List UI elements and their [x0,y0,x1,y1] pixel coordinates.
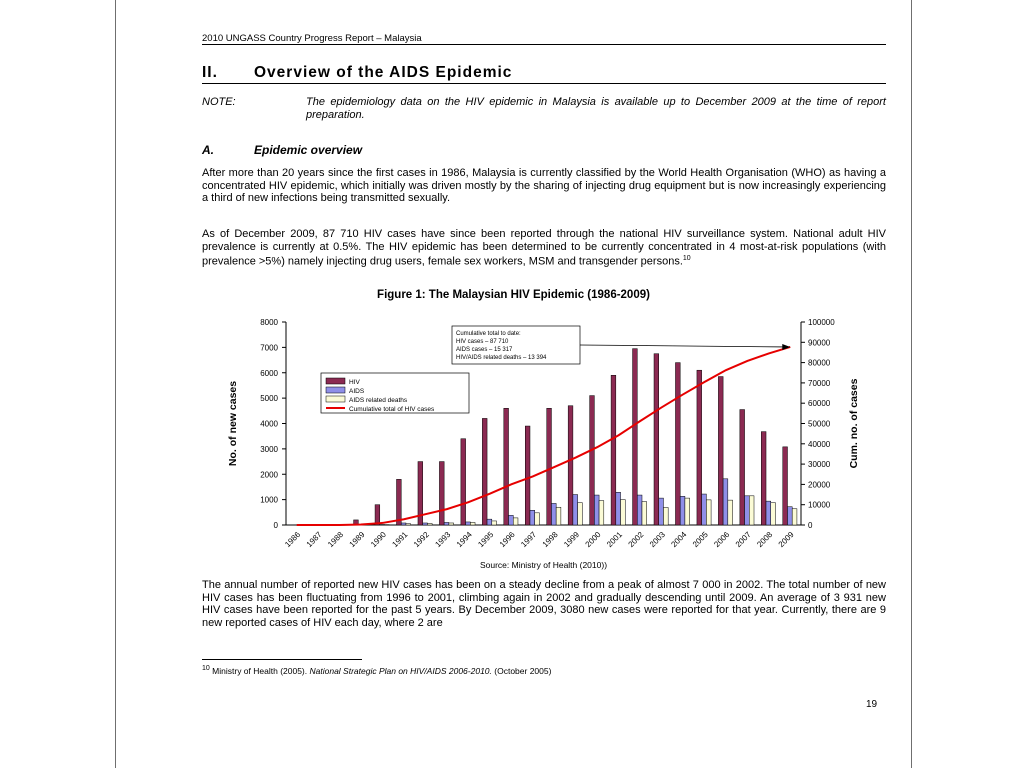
bar-hiv [439,462,444,525]
y-tick-label-left: 0 [273,521,278,530]
x-tick-label: 1987 [304,530,324,549]
document-page [115,0,912,768]
y-tick-label-left: 1000 [260,495,278,505]
y-tick-label-left: 4000 [260,419,278,429]
section-rule [202,83,886,84]
bar-aids [659,498,664,525]
bar-aids [637,495,642,525]
legend-swatch [326,378,345,384]
bar-aids [380,524,385,525]
x-tick-label: 1998 [540,530,560,549]
x-tick-label: 2000 [583,530,603,549]
legend-swatch [326,387,345,393]
bar-hiv [525,426,530,525]
bar-hiv [397,479,402,525]
y-tick-label-right: 0 [808,521,813,530]
annotation-arrow [580,345,784,347]
page-number: 19 [866,699,878,710]
hiv-epidemic-chart [216,310,860,572]
figure-title: Figure 1: The Malaysian HIV Epidemic (1986-2009) [377,289,650,301]
x-tick-label: 2001 [605,530,625,549]
x-tick-label: 2004 [669,530,689,549]
paragraph-3: The annual number of reported new HIV cases has been on a steady decline from a peak of almost 7 000 in 2002. The total number of new HIV cases has been fluctuating from 1996 to 2001, climbing again in 2002 and gradually descending until 2009. An average of 3 931 new HIV cases have been reported for the past 5 years. By December 2009, 3080 new cases were reported for that year. Currently, there are 9 new reported cases of HIV each day, where 2 are [202,579,886,629]
bar-hiv [675,363,680,525]
note-text: The epidemiology data on the HIV epidemic in Malaysia is available up to December 2009 at the time of report preparation. [306,96,886,121]
y-tick-label-right: 30000 [808,460,831,470]
subsection-title-text: Epidemic overview [254,143,363,157]
bar-hiv [718,377,723,525]
annotation-line: HIV/AIDS related deaths – 13 394 [456,355,547,361]
subsection-title [202,143,362,157]
paragraph-2-text: As of December 2009, 87 710 HIV cases have since been reported through the national HIV surveillance system. National adult HIV prevalence is currently at 0.5%. The HIV epidemic has been determined to be currently concentrated in 4 most-at-risk populations (with prevalence >5%) namely injecting drug users, female sex workers, MSM and transgender persons. [202,228,886,268]
bar-aids-related-deaths [771,503,776,525]
legend-swatch [326,396,345,402]
x-tick-label: 1993 [433,530,453,549]
x-tick-label: 2009 [776,530,796,549]
x-tick-label: 1991 [390,530,410,549]
y-tick-label-right: 70000 [808,378,831,388]
bar-hiv [504,408,509,525]
footnote-rule [202,659,362,660]
x-tick-label: 2008 [755,530,775,549]
bar-aids [702,494,707,525]
bar-hiv [611,375,616,525]
bar-aids-related-deaths [578,503,583,525]
bar-hiv [590,396,595,525]
section-title [202,64,512,82]
y-tick-label-right: 60000 [808,399,831,409]
bar-aids-related-deaths [792,509,797,525]
bar-aids-related-deaths [599,501,604,525]
bar-hiv [461,439,466,525]
y-tick-label-left: 3000 [260,444,278,454]
bar-aids-related-deaths [513,518,518,525]
annotation-line: AIDS cases – 15 317 [456,347,513,353]
x-tick-label: 1996 [497,530,517,549]
bar-aids [573,495,578,525]
bar-aids [787,507,792,525]
y-tick-label-left: 6000 [260,368,278,378]
y-axis-label-right: Cum. no. of cases [848,378,860,469]
bar-aids [551,503,556,525]
x-tick-label: 1990 [369,530,388,549]
annotation-line: HIV cases – 87 710 [456,339,509,345]
bar-aids [680,496,685,525]
y-tick-label-right: 80000 [808,358,831,368]
bar-aids [444,522,449,525]
bar-aids-related-deaths [406,524,411,525]
footnote-tail: (October 2005) [494,665,552,676]
bar-aids-related-deaths [728,500,733,525]
y-tick-label-left: 2000 [260,470,278,480]
x-tick-label: 1988 [326,530,346,549]
y-tick-label-right: 20000 [808,480,831,490]
y-tick-label-right: 40000 [808,439,831,449]
bar-aids-related-deaths [427,523,432,525]
x-tick-label: 1986 [283,530,303,549]
section-title-text: Overview of the AIDS Epidemic [254,64,513,81]
y-axis-label-left: No. of new cases [227,380,239,467]
bar-hiv [761,432,766,525]
x-tick-label: 1997 [519,530,539,549]
bar-aids-related-deaths [449,523,454,525]
bar-hiv [375,505,380,525]
y-tick-label-left: 7000 [260,343,278,353]
bar-hiv [697,370,702,525]
bar-aids-related-deaths [556,507,561,525]
x-tick-label: 1989 [347,530,367,549]
section-number: II. [202,64,218,81]
bar-hiv [547,408,552,525]
running-header: 2010 UNGASS Country Progress Report – Malaysia [202,33,422,44]
x-tick-label: 2007 [733,530,753,549]
figure-source: Source: Ministry of Health (2010)) [479,560,608,570]
bar-aids [401,523,406,525]
legend-label: HIV [349,379,360,386]
footnote-text: Ministry of Health (2005). [212,665,308,676]
bar-aids [723,479,728,525]
y-tick-label-left: 5000 [260,394,278,404]
bar-aids-related-deaths [492,521,497,525]
bar-aids-related-deaths [535,513,540,525]
paragraph-2 [202,228,886,268]
bar-aids-related-deaths [642,502,647,525]
bar-hiv [740,410,745,525]
legend-label: AIDS related deaths [349,397,408,404]
bar-aids-related-deaths [470,522,475,525]
bar-aids [745,496,750,525]
x-tick-label: 1992 [411,530,431,549]
y-tick-label-right: 90000 [808,338,831,348]
x-tick-label: 1994 [454,530,474,549]
y-tick-label-left: 8000 [260,318,278,327]
y-tick-label-right: 100000 [808,318,835,327]
bar-hiv [568,406,573,525]
legend-label: Cumulative total of HIV cases [349,406,435,413]
bar-aids [466,522,471,525]
y-tick-label-right: 50000 [808,419,831,429]
bar-aids [487,519,492,525]
y-tick-label-right: 10000 [808,500,831,510]
bar-aids-related-deaths [706,500,711,525]
bar-aids [594,495,599,525]
paragraph-1: After more than 20 years since the first cases in 1986, Malaysia is currently classified by the World Health Organisation (WHO) as having a concentrated HIV epidemic, which initially was driven mostly by the sharing of injecting drug equipment but is now increasingly experiencing a third of new infections being transmitted sexually. [202,167,886,204]
x-tick-label: 1995 [476,530,496,549]
bar-aids [616,492,621,525]
bar-hiv [633,349,638,525]
note-label: NOTE: [202,96,236,108]
header-rule [202,44,886,45]
bar-aids-related-deaths [685,498,690,525]
bar-aids-related-deaths [621,500,626,525]
bar-aids [530,510,535,525]
x-tick-label: 2005 [690,530,710,549]
bar-hiv [482,418,487,525]
annotation-line: Cumulative total to date: [456,331,521,337]
x-tick-label: 2006 [712,530,732,549]
footnote-italic: National Strategic Plan on HIV/AIDS 2006-2010. [309,665,492,676]
footnote-ref: 10 [682,255,691,262]
bar-aids [509,515,514,525]
bar-aids [766,501,771,525]
x-tick-label: 1999 [562,530,582,549]
x-tick-label: 2003 [647,530,667,549]
bar-hiv [654,354,659,525]
x-tick-label: 2002 [626,530,646,549]
bar-aids [423,523,428,525]
subsection-number: A. [202,143,214,157]
bar-hiv [783,447,788,525]
footnote-number: 10 [202,665,210,672]
legend-label: AIDS [349,388,365,395]
bar-aids-related-deaths [749,496,754,525]
footnote [202,665,551,676]
bar-aids-related-deaths [663,507,668,525]
